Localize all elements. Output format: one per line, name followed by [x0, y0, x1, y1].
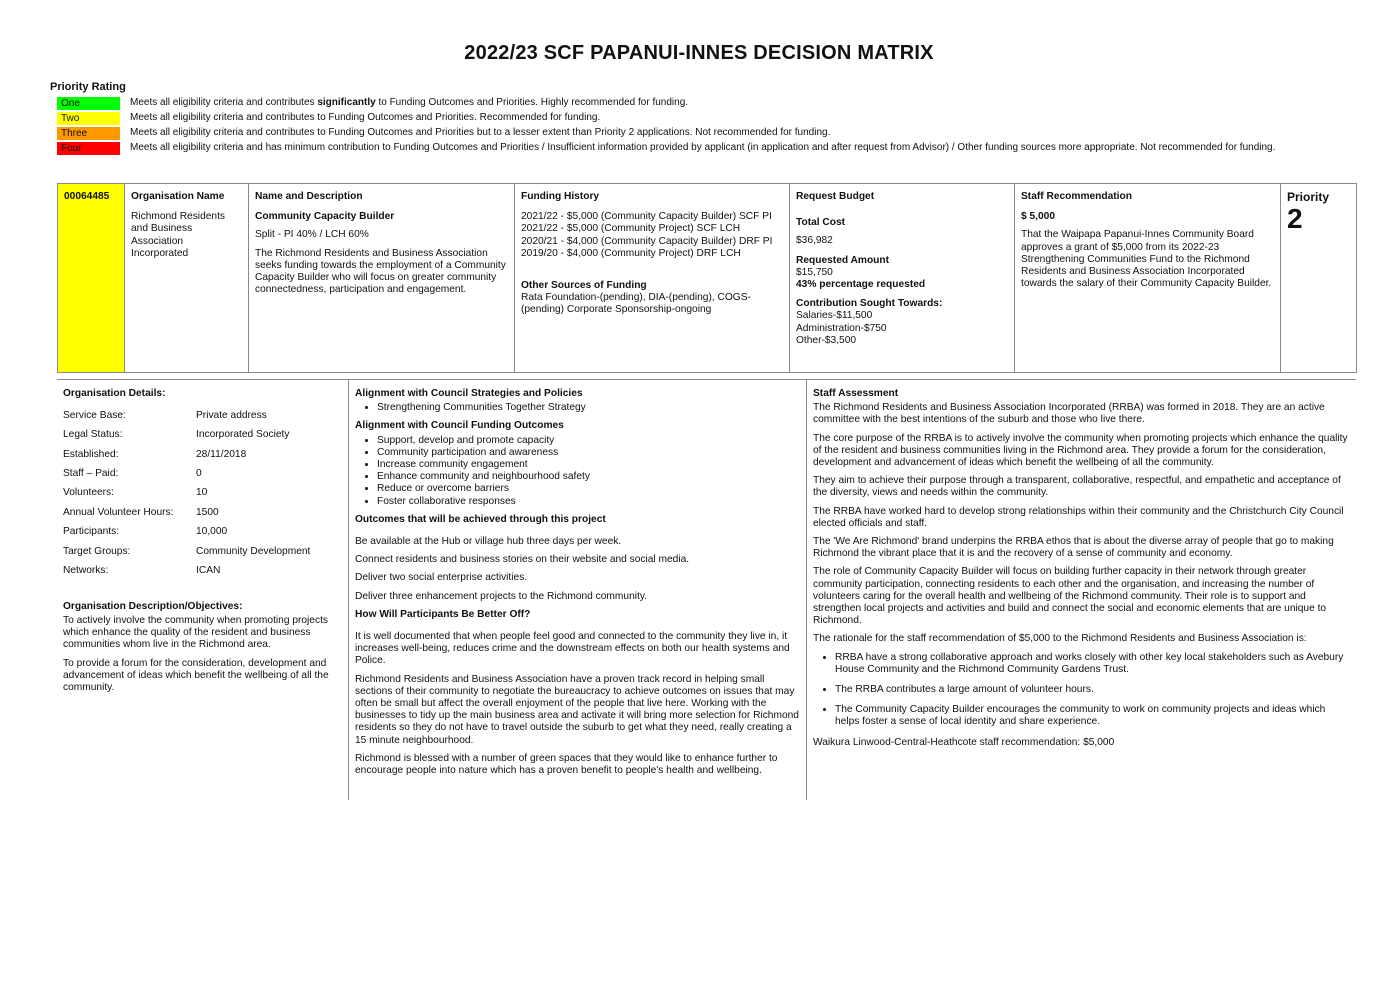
- detail-row: [63, 445, 342, 464]
- project-outcome: Deliver two social enterprise activities.: [355, 572, 528, 584]
- project-outcome: Be available at the Hub or village hub three days per week.: [355, 536, 622, 548]
- detail-row: [63, 484, 342, 503]
- detail-value: Incorporated Society: [196, 429, 290, 441]
- percentage-requested: 43% percentage requested: [796, 279, 926, 291]
- detail-value: 10: [196, 487, 208, 499]
- detail-row: [63, 523, 342, 542]
- better-off-paragraph: It is well documented that when people feel good and connected to the community they live in, it increases well-being, reduces crime and the downstream effects on both our health systems and Police.: [355, 631, 790, 667]
- staff-recommendation-cell: [1015, 184, 1281, 373]
- staff-recommendation-header: Staff Recommendation: [1021, 191, 1132, 202]
- assessment-paragraph: The core purpose of the RRBA is to actively involve the community when promoting projects which enhance the quality of the resident and business communities living in the Richmond area. They provide a forum for the consideration, development and advancement of ideas which benefit the wellbeing of all the community.: [813, 432, 1348, 469]
- detail-row: [63, 561, 342, 580]
- better-off-paragraph: Richmond Residents and Business Association have a proven track record in helping small sections of their community to negotiate the bureaucracy to achieve outcomes on issues that may often be small but affect the overall enjoyment of the people that live here. Working with the businesses to tidy up the main business area and activate it will bring more selection for Richmond residents so they do not have to travel outside the suburb to get what they need, really creating a 15 minute neighbourhood.: [355, 673, 799, 746]
- organisation-details-column: [57, 380, 348, 800]
- org-details-heading: Organisation Details:: [63, 388, 166, 399]
- list-item: • Enhance community and neighbourhood safety: [377, 471, 800, 483]
- request-budget-header: Request Budget: [796, 191, 875, 202]
- project-outcomes-heading: Outcomes that will be achieved through this project: [355, 513, 606, 525]
- contribution-item: Administration-$750: [796, 322, 887, 334]
- contribution-item: Salaries-$11,500: [796, 310, 873, 322]
- detail-label: Volunteers:: [63, 487, 114, 499]
- better-off-paragraph: Richmond is blessed with a number of green spaces that they would like to enhance further to encourage people into nature which has a proven benefit to people's health and wellbeing.: [355, 752, 778, 777]
- funding-outcomes-list: [355, 435, 800, 508]
- list-item: • Foster collaborative responses: [377, 496, 800, 508]
- list-item: • The Community Capacity Builder encourages the community to work on community projects and ideas which helps foster a sense of local identity and share experience.: [835, 704, 1350, 728]
- detail-label: Legal Status:: [63, 429, 123, 441]
- priority-swatch-two: Two: [57, 112, 120, 125]
- org-name-header: Organisation Name: [131, 191, 225, 202]
- org-name: Richmond Residents and Business Association Incorporated: [131, 211, 225, 259]
- list-item: • Strengthening Communities Together Strategy: [377, 402, 800, 414]
- detail-value: 0: [196, 467, 202, 479]
- better-off-heading: How Will Participants Be Better Off?: [355, 608, 531, 620]
- alignment-column: [348, 380, 806, 800]
- funding-history-header: Funding History: [521, 191, 600, 202]
- assessment-paragraph: The Richmond Residents and Business Association Incorporated (RRBA) was formed in 2018. They are an active committee with the best intentions of the suburb and those who live there.: [813, 402, 1325, 426]
- list-item: • Reduce or overcome barriers: [377, 483, 800, 495]
- assessment-closing: Waikura Linwood-Central-Heathcote staff recommendation: $5,000: [813, 736, 1115, 748]
- contribution-header: Contribution Sought Towards:: [796, 298, 943, 310]
- priority-description: Meets all eligibility criteria and contributes significantly to Funding Outcomes and Priorities. Highly recommended for funding.: [130, 97, 689, 108]
- priority-legend-row: [57, 142, 1317, 155]
- assessment-paragraph: The 'We Are Richmond' brand underpins the RRBA ethos that is about the diverse array of people that go to making Richmond the vibrant place that it is and the recovery of a sense of community and economy.: [813, 536, 1334, 560]
- org-description-paragraph: To actively involve the community when promoting projects which enhance the quality of the resident and business communities whom live in the Richmond area.: [63, 614, 328, 651]
- priority-swatch-one: One: [57, 97, 120, 110]
- name-description-header: Name and Description: [255, 191, 363, 202]
- detail-label: Established:: [63, 448, 119, 460]
- priority-swatch-four: Four: [57, 142, 120, 155]
- list-item: • Support, develop and promote capacity: [377, 435, 800, 447]
- details-section: [57, 379, 1356, 800]
- list-item: • Community participation and awareness: [377, 447, 800, 459]
- funding-history-item: 2021/22 - $5,000 (Community Project) SCF LCH: [521, 223, 741, 235]
- total-cost-value: $36,982: [796, 235, 833, 247]
- other-sources: Rata Foundation-(pending), DIA-(pending), COGS-(pending) Corporate Sponsorship-ongoing: [521, 292, 751, 316]
- detail-label: Annual Volunteer Hours:: [63, 506, 174, 518]
- funding-history-item: 2021/22 - $5,000 (Community Capacity Builder) SCF PI: [521, 211, 772, 223]
- funding-history-cell: [515, 184, 790, 373]
- detail-value: 10,000: [196, 526, 228, 538]
- application-id: 00064485: [58, 184, 125, 373]
- project-outcome: Connect residents and business stories on their website and social media.: [355, 554, 690, 566]
- funding-split: Split - PI 40% / LCH 60%: [255, 229, 369, 241]
- list-item: • RRBA have a strong collaborative approach and works closely with other key local stakeholders such as Avebury House Community and the Richmond Community Gardens Trust.: [835, 652, 1350, 676]
- priority-description: Meets all eligibility criteria and has minimum contribution to Funding Outcomes and Priorities / Insufficient information provided by applicant (in application and after request from Advisor) / Other funding sources more appropriate. Not recommended for funding.: [130, 142, 1276, 153]
- priority-cell: [1281, 184, 1357, 373]
- priority-legend: [57, 97, 1317, 157]
- detail-value: 1500: [196, 506, 219, 518]
- name-description-cell: [249, 184, 515, 373]
- requested-amount-value: $15,750: [796, 266, 833, 278]
- page-title: 2022/23 SCF PAPANUI-INNES DECISION MATRIX: [464, 42, 934, 64]
- priority-header: Priority: [1287, 190, 1330, 204]
- funding-outcomes-heading: Alignment with Council Funding Outcomes: [355, 420, 564, 432]
- detail-row: [63, 426, 342, 445]
- detail-row: [63, 464, 342, 483]
- staff-recommendation-amount: $ 5,000: [1021, 211, 1055, 223]
- priority-legend-row: [57, 112, 1317, 125]
- project-name: Community Capacity Builder: [255, 211, 395, 223]
- detail-label: Target Groups:: [63, 545, 131, 557]
- funding-history-item: 2020/21 - $4,000 (Community Capacity Builder) DRF PI: [521, 235, 773, 247]
- strategies-list: [355, 402, 800, 414]
- project-outcome: Deliver three enhancement projects to the Richmond community.: [355, 590, 647, 602]
- request-budget-cell: [790, 184, 1015, 373]
- priority-legend-row: [57, 127, 1317, 140]
- detail-value: 28/11/2018: [196, 448, 247, 460]
- assessment-paragraph: They aim to achieve their purpose through a transparent, collaborative, respectful, and empathetic and acceptance of the diversity, views and needs within the community.: [813, 475, 1341, 499]
- strategies-heading: Alignment with Council Strategies and Policies: [355, 388, 583, 399]
- rationale-list: [813, 652, 1350, 729]
- project-description: The Richmond Residents and Business Association seeks funding towards the employment of a Community Capacity Builder who will focus on greater community connectedness, participation and engagement.: [255, 247, 506, 296]
- staff-recommendation-text: That the Waipapa Papanui-Innes Community Board approves a grant of $5,000 from its 2022-23 Strengthening Communities Fund to the Richmond Residents and Business Association Incorporated towards the salary of their Community Capacity Builder.: [1021, 229, 1272, 290]
- detail-row: [63, 542, 342, 561]
- detail-value: ICAN: [196, 564, 221, 576]
- detail-row: [63, 406, 342, 425]
- assessment-paragraph: The RRBA have worked hard to develop strong relationships within their community and the Christchurch City Council elected officials and staff.: [813, 505, 1344, 529]
- priority-swatch-three: Three: [57, 127, 120, 140]
- other-sources-header: Other Sources of Funding: [521, 280, 647, 292]
- detail-label: Staff – Paid:: [63, 467, 119, 479]
- priority-legend-row: [57, 97, 1317, 110]
- priority-value: 2: [1287, 203, 1303, 235]
- detail-label: Networks:: [63, 564, 109, 576]
- assessment-paragraph: The rationale for the staff recommendation of $5,000 to the Richmond Residents and Business Association is:: [813, 633, 1307, 645]
- list-item: • The RRBA contributes a large amount of volunteer hours.: [835, 684, 1350, 696]
- org-name-cell: [125, 184, 249, 373]
- funding-history-item: 2019/20 - $4,000 (Community Project) DRF LCH: [521, 247, 741, 259]
- staff-assessment-heading: Staff Assessment: [813, 388, 899, 399]
- org-description-heading: Organisation Description/Objectives:: [63, 600, 243, 612]
- requested-amount-label: Requested Amount: [796, 254, 890, 266]
- detail-value: Community Development: [196, 545, 311, 557]
- detail-value: Private address: [196, 409, 267, 421]
- contribution-item: Other-$3,500: [796, 334, 857, 346]
- assessment-paragraph: The role of Community Capacity Builder will focus on building further capacity in their network through greater community participation, connecting residents to each other and the organisation, and increasing the number of volunteers caring for the overall health and wellbeing of the Richmond community. Their role is to support and strengthen local projects and activities and build and connect the social and economic elements that are unique to Richmond.: [813, 566, 1327, 627]
- detail-row: [63, 503, 342, 522]
- detail-label: Participants:: [63, 526, 120, 538]
- total-cost-label: Total Cost: [796, 217, 846, 229]
- priority-description: Meets all eligibility criteria and contributes to Funding Outcomes and Priorities but to a lesser extent than Priority 2 applications. Not recommended for funding.: [130, 127, 831, 138]
- staff-assessment-column: [806, 380, 1356, 800]
- priority-rating-heading: Priority Rating: [50, 81, 126, 93]
- org-description-paragraph: To provide a forum for the consideration, development and advancement of ideas which benefit the wellbeing of all the community.: [63, 657, 329, 693]
- decision-matrix-table: [57, 183, 1357, 373]
- list-item: • Increase community engagement: [377, 459, 800, 471]
- priority-description: Meets all eligibility criteria and contributes to Funding Outcomes and Priorities. Recommended for funding.: [130, 112, 601, 123]
- detail-label: Service Base:: [63, 409, 126, 421]
